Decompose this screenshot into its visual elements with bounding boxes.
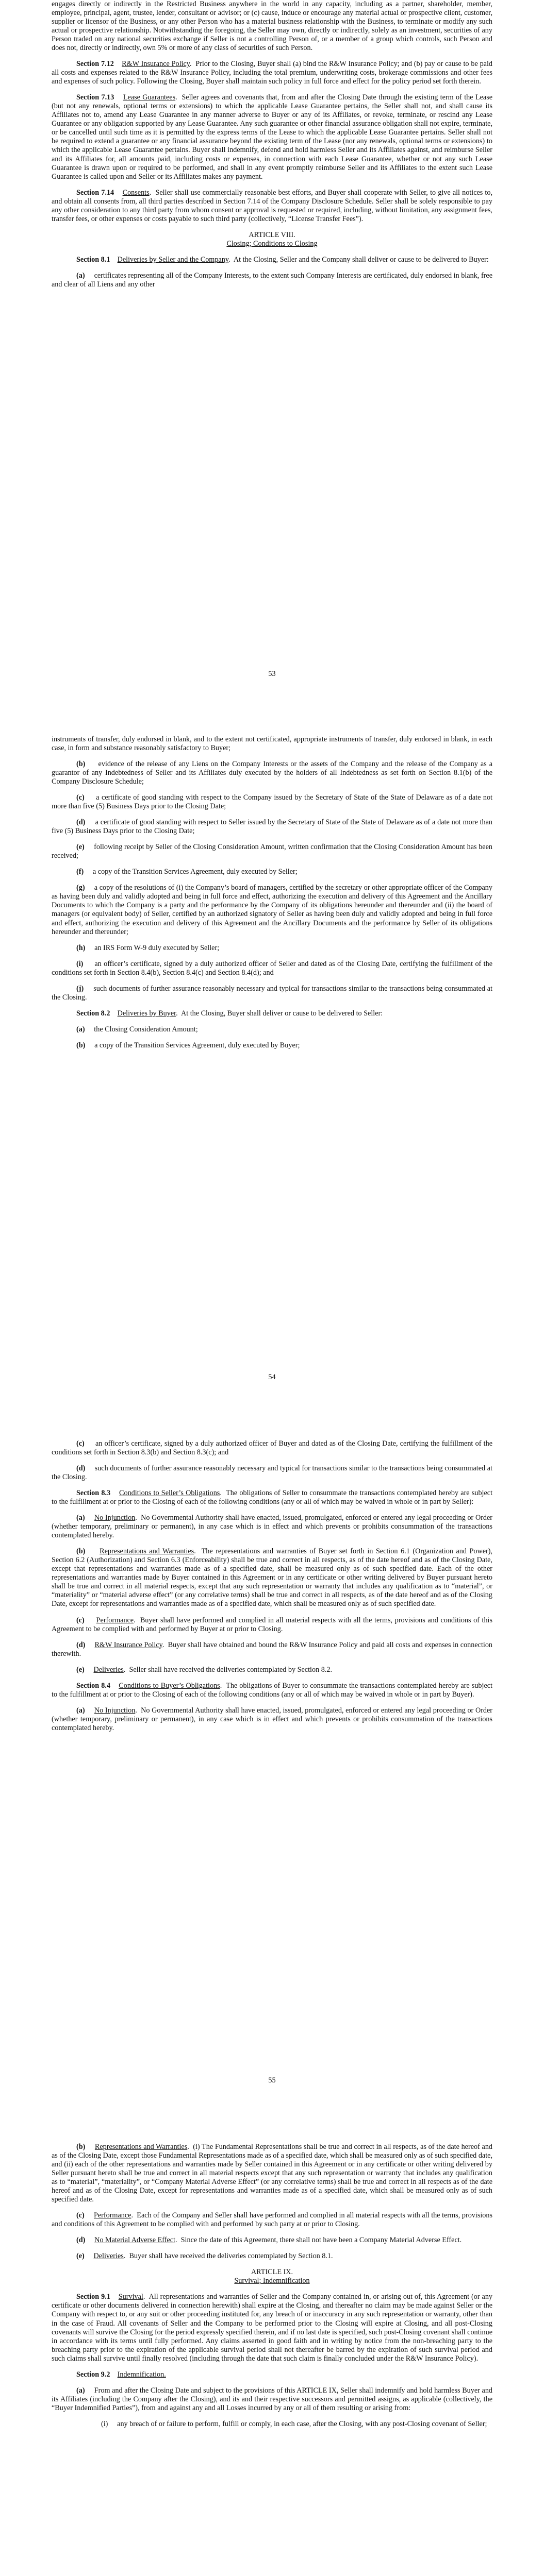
article-title: Survival; Indemnification [234, 2277, 310, 2285]
item-label: (h) [76, 943, 86, 952]
page-number: 55 [268, 2076, 276, 2084]
item-8-3-c: (c) Performance. Buyer shall have performed and complied in all material respects with all the terms, provisions and conditions of this Agreement to be complied with and performed by Buyer at or prior to Closing. [52, 1616, 492, 1633]
section-heading: Section 7.14 [76, 188, 114, 197]
section-body: Prior to the Closing, Buyer shall (a) bind the R&W Insurance Policy; and (b) pay or cause to be paid all costs and expenses related to the R&W Insurance Policy, including the total premium, underwriting costs, brokerage commissions and other fees and expenses of such policy. Following the Closing, Buyer shall maintain such policy in full force and effect for the policy period set forth therein. [52, 60, 493, 86]
item-text: an officer’s certificate, signed by a duly authorized officer of Buyer and dated as of the Closing Date, certifying the fulfillment of the conditions set forth in Section 8.3(b) and Section 8.3(c); and [52, 1439, 492, 1457]
section-title: Conditions to Seller’s Obligations [119, 1489, 220, 1498]
item-label: (e) [76, 2252, 85, 2261]
item-label: (a) [76, 2386, 85, 2395]
section-8-1: Section 8.1 Deliveries by Seller and the Company. At the Closing, Seller and the Company shall deliver or cause to be delivered to Buyer: [76, 255, 489, 264]
item-label: (d) [76, 2236, 86, 2245]
item-8-3-d: (d) R&W Insurance Policy. Buyer shall have obtained and bound the R&W Insurance Policy and paid all costs and expenses in connection therewith. [52, 1640, 493, 1658]
article-title: Closing; Conditions to Closing [226, 239, 318, 248]
item-label: (b) [76, 1041, 86, 1049]
item-label: (d) [76, 1640, 86, 1649]
item-label: (d) [76, 1464, 86, 1473]
section-heading: Section 7.13 [76, 93, 114, 102]
page-content [52, 1406, 492, 1733]
item-8-4-d: (d) No Material Adverse Effect. Since the date of this Agreement, there shall not have been a Company Material Adverse Effect. [76, 2236, 462, 2245]
item-8-4-a: (a) No Injunction. No Governmental Authority shall have enacted, issued, promulgated, enforced or entered any legal proceeding or Order (whether temporary, preliminary or permanent), in any case which is in effect and which prevents or prohibits consummation of the transactions contemplated hereby. [52, 1706, 493, 1732]
item-8-1-e [52, 843, 492, 860]
item-label: (i) [76, 959, 84, 968]
item-text: following receipt by Seller of the Closing Consideration Amount, written confirmation that the Closing Consideration Amount has been received; [52, 843, 492, 860]
item-text: any breach of or failure to perform, fulfill or comply, in each case, after the Closing, with any post-Closing covenant of Seller; [117, 2419, 487, 2428]
item-label: (a) [76, 1706, 85, 1715]
section-heading: Section 8.3 [76, 1489, 111, 1498]
item-text: Buyer shall have received the deliveries contemplated by Section 8.1. [129, 2252, 333, 2261]
page-number: 53 [268, 670, 276, 678]
item-title: Deliveries [93, 1665, 124, 1674]
item-text: an officer’s certificate, signed by a duly authorized officer of Seller and dated as of the Closing Date, certifying the fulfillment of the conditions set forth in Section 8.4(b), Section 8.4(c) and Section 8.4(d); and [52, 959, 492, 977]
section-body: All representations and warranties of Seller and the Company contained in, or arising out of, this Agreement (or any certificate or other documents delivered in connection herewith) shall expire at the Closing, and thereafter no claim may be made against Seller or the Company with respect to, or any suit or other proceeding instituted for, any breach of or inaccuracy in any such representation or warranty, other than in the case of Fraud. All covenants of Seller and the Company to be performed prior to the Closing will expire at Closing, and all post-Closing covenants will survive the Closing for the period expressly specified therein, and if no last date is specified, such post-Closing covenant shall continue in accordance with its terms until fully performed. Any claims asserted in good faith and in writing by notice from the non-breaching party to the breaching party prior to the expiration of the applicable survival period shall not thereafter be barred by the expiration of such survival period and such claims shall survive until finally resolved (including through the date that such claim is finally concluded under the R&W Insurance Policy). [52, 2293, 493, 2363]
item-9-2-a [52, 2386, 492, 2413]
section-title: Survival [118, 2293, 143, 2301]
item-label: (a) [76, 1514, 85, 1522]
item-text: a copy of the resolutions of (i) the Company’s board of managers, certified by the secretary or other appropriate officer of the Company as having been duly and validly adopted and being in full force and effect, authorizing the execution and delivery of this Agreement and the Ancillary Documents to which the Company is a party and the performance by the Company of its obligations hereunder and thereunder and (ii) the board of managers (or equivalent body) of Seller, certified by an authorized signatory of Seller as having been duly and validly adopted and being in full force and effect, authorizing the execution and delivery of this Agreement and the Ancillary Documents and the performance by Seller of its obligations hereunder and thereunder; [52, 884, 492, 936]
item-title: No Injunction [94, 1706, 136, 1715]
section-heading: Section 7.12 [76, 60, 114, 69]
item-label: (b) [76, 1547, 86, 1556]
item-8-1-c [52, 793, 492, 811]
item-text: No Governmental Authority shall have enacted, issued, promulgated, enforced or entered any legal proceeding or Order (whether temporary, preliminary or permanent), in any case which is in effect and which prevents or prohibits consummation of the transactions contemplated hereby. [52, 1514, 493, 1540]
document-page-53 [0, 0, 544, 703]
section-title: Conditions to Buyer’s Obligations [119, 1681, 220, 1690]
item-text: certificates representing all of the Company Interests, to the extent such Company Interests are certificated, duly endorsed in blank, free and clear of all Liens and any other [52, 271, 492, 289]
item-text: the Closing Consideration Amount; [94, 1025, 198, 1033]
item-label: (e) [76, 843, 85, 852]
item-8-4-b: (b) Representations and Warranties. (i) The Fundamental Representations shall be true and correct in all respects, as of the date hereof and as of the Closing Date, except those Fundamental Representations made as of a specified date, which shall be measured only as of such specified date, and (ii) each of the other representations and warranties made by Seller contained in this Agreement or in any certificate or other writing delivered by Seller pursuant hereto shall be true and correct in all material respects except that any such representation or warranty that includes any qualification as to “material”, “materiality”, or “Company Material Adverse Effect” (or any correlative terms) shall be true and correct in all respects as of the date hereof and as of the Closing Date, except for representations and warranties made as of a specified date, which shall be measured only as of such specified date. [52, 2143, 493, 2204]
item-title: Representations and Warranties [94, 2143, 188, 2151]
section-heading: Section 8.2 [76, 1009, 110, 1018]
item-title: No Material Adverse Effect [94, 2236, 175, 2245]
item-text: Each of the Company and Seller shall have performed and complied in all material respects with all the terms, provisions and conditions of this Agreement to be complied with and performed by such party at or prior to Closing. [52, 2211, 493, 2229]
item-text: a certificate of good standing with respect to Seller issued by the Secretary of State of the State of Delaware as of a date not more than five (5) Business Days prior to the Closing Date; [52, 818, 493, 836]
item-8-1-a [52, 272, 492, 289]
section-body: Seller shall use commercially reasonable best efforts, and Buyer shall cooperate with Seller, to give all notices to, and obtain all consents from, all third parties described in Section 7.14 of the Company Disclosure Schedule. Seller shall be solely responsible to pay any other consideration to any third party from whom consent or approval is requested or required, including, without limitation, any assignment fees, transfer fees, or other expenses or costs payable to such third party (collectively, “License Transfer Fees”). [52, 188, 493, 223]
section-heading: Section 9.2 [76, 2370, 110, 2379]
section-heading: Section 8.4 [76, 1681, 110, 1690]
item-title: Deliveries [93, 2252, 124, 2261]
item-text: such documents of further assurance reasonably necessary and typical for transactions similar to the transactions being consummated at the Closing. [52, 984, 492, 1002]
item-label: (e) [76, 1665, 85, 1674]
page-content [52, 703, 492, 1050]
item-label: (c) [76, 793, 85, 802]
section-body: At the Closing, Buyer shall deliver or cause to be delivered to Seller: [180, 1009, 383, 1018]
section-8-3: Section 8.3 Conditions to Seller’s Obligations. The obligations of Seller to consummate the transactions contemplated hereby are subject to the fulfillment at or prior to the Closing of each of the following conditions (any or all of which may be waived in whole or in part by Seller): [52, 1489, 493, 1506]
item-text: The representations and warranties of Buyer set forth in Section 6.1 (Organization and Power), Section 6.2 (Authorization) and Section 6.3 (Enforceability) shall be true and correct in all respects, as of the date hereof and as of the Closing Date, except that representations and warranties made as of a specified date, shall be measured only as of such specified date. Each of the other representations and warranties made by Buyer contained in this Agreement or in any certificate or other writing delivered by Buyer pursuant hereto shall be true and correct in all material respects, except that any such representation or warranty that includes any qualification as to “material”, or “materiality” or “material adverse effect” (or any correlative terms) shall be true and correct in all respects, as of the date hereof and as of the Closing Date, except for representations and warranties made as of a specified date, which shall be measured only as of such specified date. [52, 1547, 493, 1608]
section-body: The obligations of Buyer to consummate the transactions contemplated hereby are subject to the fulfillment at or prior to the Closing of each of the following conditions (any or all of which may be waived in whole or in part by Buyer). [52, 1681, 492, 1699]
item-8-2-c [52, 1439, 492, 1457]
item-label: (c) [76, 2211, 85, 2220]
item-label: (a) [76, 1025, 85, 1033]
item-8-1-f [52, 868, 492, 876]
item-8-2-b [52, 1041, 492, 1050]
item-8-4-c: (c) Performance. Each of the Company and Seller shall have performed and complied in all material respects with all the terms, provisions and conditions of this Agreement to be complied with and performed by such party at or prior to Closing. [52, 2211, 493, 2229]
paragraph-restricted-business: engages directly or indirectly in the Restricted Business anywhere in the world in any capacity, including as a partner, shareholder, member, employee, principal, agent, trustee, lender, consultant or advisor; or (c) cause, induce or encourage any material actual or prospective client, customer, supplier or licensor of the Business, or any other Person who has a material business relationship with the Business, to terminate or modify any such actual or prospective relationship. Notwithstanding the foregoing, the Seller may own, directly or indirectly, solely as an investment, securities of any Person traded on any national securities exchange if Seller is not a controlling Person of, or a member of a group which controls, such Person and does not, directly or indirectly, own 5% or more of any class of securities of such Person. [52, 0, 492, 53]
item-text: an IRS Form W-9 duly executed by Seller; [94, 943, 220, 952]
item-label: (j) [76, 984, 84, 993]
item-text: Seller shall have received the deliveries contemplated by Section 8.2. [129, 1665, 333, 1674]
section-7-12: Section 7.12 R&W Insurance Policy. Prior to the Closing, Buyer shall (a) bind the R&W Insurance Policy; and (b) pay or cause to be paid all costs and expenses related to the R&W Insurance Policy, including the total premium, underwriting costs, brokerage commissions and other fees and expenses of such policy. Following the Closing, Buyer shall maintain such policy in full force and effect for the policy period set forth therein. [52, 60, 493, 86]
article-number: ARTICLE IX. [251, 2268, 293, 2277]
document-page-56 [0, 2110, 544, 2576]
item-text: From and after the Closing Date and subject to the provisions of this ARTICLE IX, Seller shall indemnify and hold harmless Buyer and its Affiliates (including the Company after the Closing), and its and their respective successors and permitted assigns, as applicable (collectively, the “Buyer Indemnified Parties”), from and against any and all Losses incurred by any or all of them resulting or arising from: [52, 2386, 493, 2412]
page-number: 54 [268, 1373, 276, 1381]
item-text: (i) The Fundamental Representations shall be true and correct in all respects, as of the date hereof and as of the Closing Date, except those Fundamental Representations made as of a specified date, which shall be measured only as of such specified date, and (ii) each of the other representations and warranties made by Seller contained in this Agreement or in any certificate or other writing delivered by Seller pursuant hereto shall be true and correct in all material respects except that any such representation or warranty that includes any qualification as to “material”, “materiality”, or “Company Material Adverse Effect” (or any correlative terms) shall be true and correct in all respects as of the date hereof and as of the Closing Date, except for representations and warranties made as of a specified date, which shall be measured only as of such specified date. [52, 2143, 493, 2204]
item-8-2-a [52, 1025, 492, 1034]
item-text: Buyer shall have performed and complied in all material respects with all the terms, provisions and conditions of this Agreement to be complied with and performed by Buyer at or prior to Closing. [52, 1616, 492, 1633]
section-8-4: Section 8.4 Conditions to Buyer’s Obligations. The obligations of Buyer to consummate the transactions contemplated hereby are subject to the fulfillment at or prior to the Closing of each of the following conditions (any or all of which may be waived in whole or in part by Buyer). [52, 1681, 492, 1699]
item-8-1-b [52, 760, 492, 786]
item-8-3-a: (a) No Injunction. No Governmental Authority shall have enacted, issued, promulgated, enforced or entered any legal proceeding or Order (whether temporary, preliminary or permanent), in any case which is in effect and which prevents or prohibits consummation of the transactions contemplated hereby. [52, 1514, 493, 1540]
item-title: R&W Insurance Policy [94, 1640, 162, 1649]
item-8-1-h [52, 944, 492, 953]
section-9-2 [52, 2370, 492, 2379]
page-content [52, 2110, 492, 2429]
section-body: Seller agrees and covenants that, from and after the Closing Date through the existing term of the Lease (but not any renewals, optional terms or extensions) to which the applicable Lease Guarantee pertains, the Seller shall not, and shall cause its Affiliates not to, amend any Lease Guarantee in any manner adverse to Buyer or any of its Affiliates, or revoke, terminate, or rescind any Lease Guarantee or any obligation supported by any Lease Guarantee. Any such guarantee or other financial assurance obligation shall not expire, terminate, or be cancelled until such time as it is permitted by the express terms of the Lease to which the applicable Lease Guarantee pertains. Seller shall not be required to extend a guarantee or any financial assurance beyond the existing term of the Lease (nor any renewals, optional terms or extensions) to which the applicable Lease Guarantee pertains. Buyer shall indemnify, defend and hold harmless Seller and its Affiliates against, and reimburse Seller and its Affiliates for, all amounts paid, including costs or expenses, in connection with each Lease Guarantee, whether or not any such Lease Guarantee is drawn upon or required to be performed, and shall in any event promptly reimburse Seller and its Affiliates to the extent such Lease Guarantee is called upon and Seller or its Affiliates makes any payment. [52, 93, 493, 181]
item-title: Performance [96, 1616, 134, 1624]
article-ix-heading [52, 2268, 492, 2285]
item-8-4-e: (e) Deliveries. Buyer shall have received the deliveries contemplated by Section 8.1. [76, 2252, 333, 2261]
item-label: (c) [76, 1439, 85, 1448]
section-7-13: Section 7.13 Lease Guarantees. Seller agrees and covenants that, from and after the Closing Date through the existing term of the Lease (but not any renewals, optional terms or extensions) to which the applicable Lease Guarantee pertains, the Seller shall not, and shall cause its Affiliates not to, amend any Lease Guarantee in any manner adverse to Buyer or any of its Affiliates, or revoke, terminate, or rescind any Lease Guarantee or any obligation supported by any Lease Guarantee. Any such guarantee or other financial assurance obligation shall not expire, terminate, or be cancelled until such time as it is permitted by the express terms of the Lease to which the applicable Lease Guarantee pertains. Seller shall not be required to extend a guarantee or any financial assurance beyond the existing term of the Lease (nor any renewals, optional terms or extensions) to which the applicable Lease Guarantee pertains. Buyer shall indemnify, defend and hold harmless Seller and its Affiliates against, and reimburse Seller and its Affiliates for, all amounts paid, including costs or expenses, in connection with each Lease Guarantee, whether or not any such Lease Guarantee is drawn upon or required to be performed, and shall in any event promptly reimburse Seller and its Affiliates to the extent such Lease Guarantee is called upon and Seller or its Affiliates makes any payment. [52, 93, 493, 181]
item-title: Performance [93, 2211, 131, 2220]
section-9-1: Section 9.1 Survival. All representations and warranties of Seller and the Company contained in, or arising out of, this Agreement (or any certificate or other documents delivered in connection herewith) shall expire at the Closing, and thereafter no claim may be made against Seller or the Company with respect to, or any suit or other proceeding instituted for, any breach of or inaccuracy in any such representation or warranty, other than in the case of Fraud. All covenants of Seller and the Company to be performed prior to the Closing will expire at Closing, and all post-Closing covenants will survive the Closing for the period expressly specified therein, and if no last date is specified, such post-Closing covenant shall continue in accordance with its terms until fully performed. Any claims asserted in good faith and in writing by notice from the non-breaching party to the breaching party prior to the expiration of the applicable survival period shall not thereafter be barred by the expiration of such survival period and such claims shall survive until finally resolved (including through the date that such claim is finally concluded under the R&W Insurance Policy). [52, 2293, 493, 2363]
page-content [52, 0, 492, 289]
section-title: R&W Insurance Policy [122, 60, 190, 69]
section-title: Lease Guarantees [123, 93, 176, 102]
item-text: a copy of the Transition Services Agreement, duly executed by Seller; [92, 868, 298, 876]
document-page-54 [0, 703, 544, 1406]
item-8-3-e: (e) Deliveries. Seller shall have received the deliveries contemplated by Section 8.2. [76, 1665, 333, 1674]
item-label: (a) [76, 271, 85, 280]
item-text: a copy of the Transition Services Agreement, duly executed by Buyer; [94, 1041, 300, 1049]
item-label: (i) [101, 2419, 108, 2428]
item-8-1-j [52, 985, 492, 1002]
item-8-1-d [52, 818, 492, 836]
article-viii-heading [52, 231, 492, 248]
section-title: Indemnification. [117, 2370, 166, 2379]
section-body: The obligations of Seller to consummate the transactions contemplated hereby are subject to the fulfillment at or prior to the Closing of each of the following conditions (any or all of which may be waived in whole or in part by Seller): [52, 1489, 493, 1506]
paragraph-continuation: instruments of transfer, duly endorsed in blank, and to the extent not certificated, appropriate instruments of transfer, duly endorsed in blank, in each case, in form and substance reasonably satisfactory to Buyer; [52, 735, 492, 753]
section-title: Deliveries by Buyer [117, 1009, 176, 1018]
item-label: (c) [76, 1616, 85, 1624]
section-title: Consents [122, 188, 150, 197]
item-text: a certificate of good standing with respect to the Company issued by the Secretary of State of the State of Delaware as of a date not more than five (5) Business Days prior to the Closing Date; [52, 793, 493, 811]
item-9-2-a-i [52, 2420, 492, 2429]
item-label: (g) [76, 884, 85, 892]
item-label: (f) [76, 868, 84, 876]
item-text: Since the date of this Agreement, there shall not have been a Company Material Adverse Effect. [180, 2236, 462, 2245]
section-title: Deliveries by Seller and the Company [117, 255, 228, 264]
item-8-1-g [52, 884, 492, 936]
item-label: (d) [76, 818, 86, 827]
section-7-14: Section 7.14 Consents. Seller shall use commercially reasonable best efforts, and Buyer shall cooperate with Seller, to give all notices to, and obtain all consents from, all third parties described in Section 7.14 of the Company Disclosure Schedule. Seller shall be solely responsible to pay any other consideration to any third party from whom consent or approval is requested or required, including, without limitation, any assignment fees, transfer fees, or other expenses or costs payable to such third party (collectively, “License Transfer Fees”). [52, 188, 493, 223]
document-page-55 [0, 1406, 544, 2110]
item-text: such documents of further assurance reasonably necessary and typical for transactions similar to the transactions being consummated at the Closing. [52, 1464, 492, 1482]
section-heading: Section 8.1 [76, 255, 110, 264]
item-label: (b) [76, 2143, 86, 2151]
section-heading: Section 9.1 [76, 2293, 110, 2301]
item-title: Representations and Warranties [100, 1547, 194, 1556]
item-text: No Governmental Authority shall have enacted, issued, promulgated, enforced or entered any legal proceeding or Order (whether temporary, preliminary or permanent), in any case which is in effect and which prevents or prohibits consummation of the transactions contemplated hereby. [52, 1706, 493, 1732]
item-text: evidence of the release of any Liens on the Company Interests or the assets of the Company and the release of the Company as a guarantor of any Indebtedness of Seller and its Affiliates duly executed by the holders of all Indebtedness as set forth on Section 8.1(b) of the Company Disclosure Schedule; [52, 760, 493, 786]
item-8-3-b: (b) Representations and Warranties. The representations and warranties of Buyer set forth in Section 6.1 (Organization and Power), Section 6.2 (Authorization) and Section 6.3 (Enforceability) shall be true and correct in all respects, as of the date hereof and as of the Closing Date, except that representations and warranties made as of a specified date, shall be measured only as of such specified date. Each of the other representations and warranties made by Buyer contained in this Agreement or in any certificate or other writing delivered by Buyer pursuant hereto shall be true and correct in all material respects, except that any such representation or warranty that includes any qualification as to “material”, or “materiality” or “material adverse effect” (or any correlative terms) shall be true and correct in all respects, as of the date hereof and as of the Closing Date, except for representations and warranties made as of a specified date, which shall be measured only as of such specified date. [52, 1547, 493, 1608]
section-body: At the Closing, Seller and the Company shall deliver or cause to be delivered to Buyer: [233, 255, 489, 264]
item-text: Buyer shall have obtained and bound the R&W Insurance Policy and paid all costs and expenses in connection therewith. [52, 1640, 493, 1658]
section-8-2: Section 8.2 Deliveries by Buyer. At the Closing, Buyer shall deliver or cause to be delivered to Seller: [76, 1009, 383, 1018]
item-8-1-i [52, 960, 492, 977]
item-title: No Injunction [94, 1514, 136, 1522]
item-8-2-d [52, 1464, 492, 1482]
item-label: (b) [76, 760, 86, 769]
article-number: ARTICLE VIII. [249, 230, 295, 239]
